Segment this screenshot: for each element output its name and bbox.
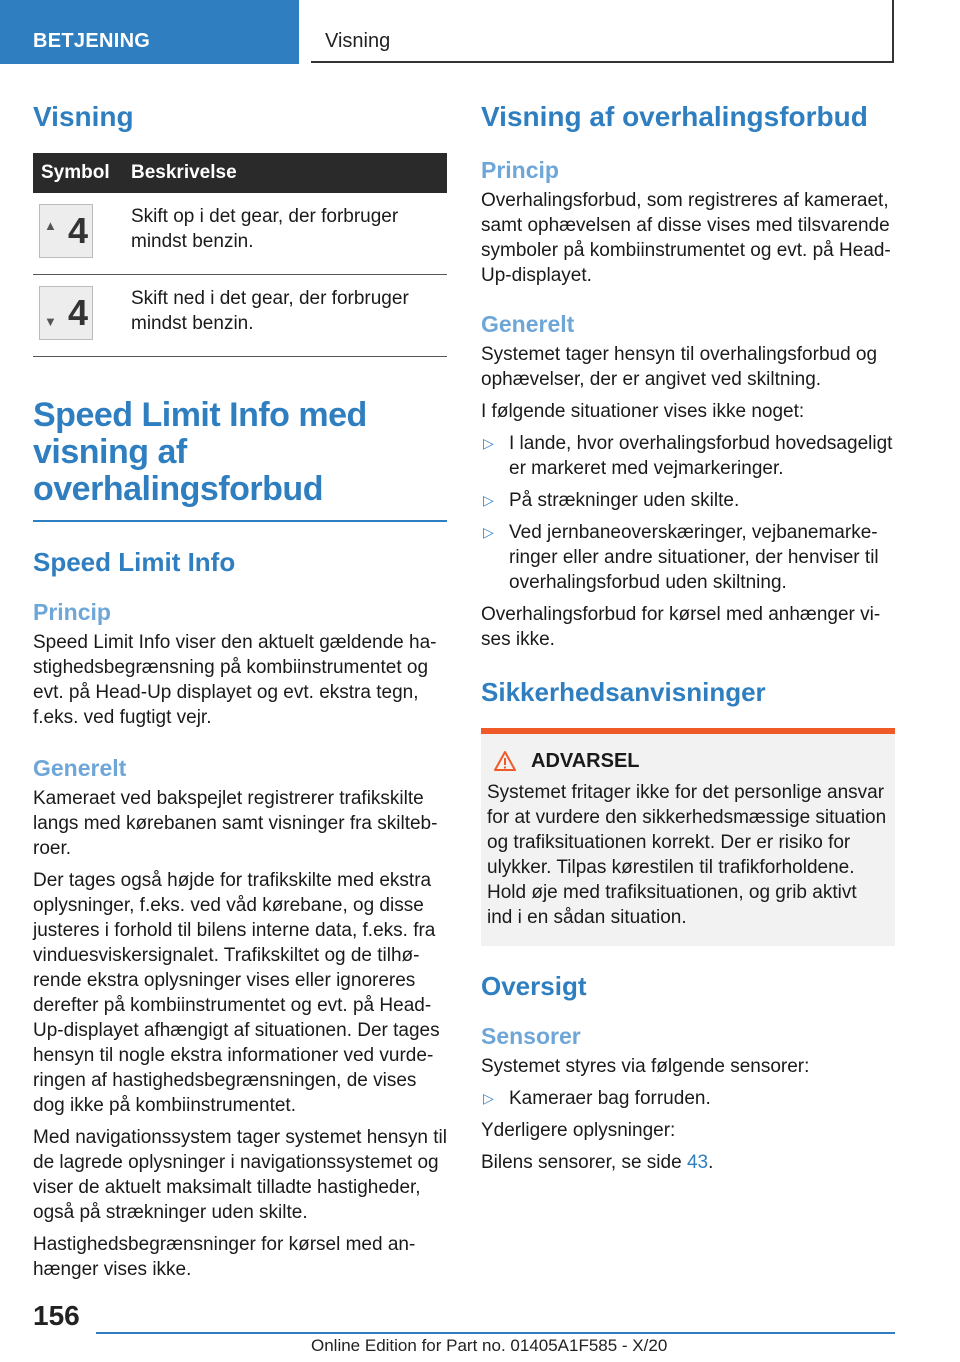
header-section-tab — [0, 0, 299, 64]
bullet-triangle-icon: ▷ — [483, 524, 494, 540]
gear-number: 4 — [67, 210, 88, 251]
situation-list — [481, 431, 895, 595]
chapter-rule — [33, 520, 447, 522]
warning-box — [481, 728, 895, 946]
header-topic-label: Visning — [325, 30, 391, 52]
header-section-label: BETJENING — [33, 30, 151, 52]
warning-text: Systemet fritager ikke for det personlige ansvar for at vurdere den sikkerhedsmæssige situation og trafiksituationen korrekt. Der er risiko for ulykker. Tilpas kørestilen til trafikforholdene. Hold øje med trafiksituationen, og grib aktivt ind i en sådan situation. — [487, 782, 887, 928]
left-column — [33, 100, 447, 1282]
table-header-row — [33, 153, 447, 193]
generelt-paragraph: Der tages også højde for trafikskilte med ekstra oplysninger, f.eks. ved våd kørebane, og disse justeres i forhold til bilens interne data, f.eks. fra vinduesviskersignalet. Trafikskiltet og de tilhørende ekstra oplysninger vises eller ignoreres derefter på kombiinstrumentet og evt. på Head-Up-displayet afhængigt af situationen. Der tages hensyn til nogle ekstra informationer ved vurderingen af hastighedsbegrænsningen, de vises dog ikke på kombiinstrumentet. — [33, 870, 440, 1116]
list-item: ▷ Ved jernbaneoverskæringer, vejbanemarkeringer eller andre situationer, der henviser til overhalingsforbud uden skiltning. — [483, 522, 879, 593]
generelt-paragraph: I følgende situationer vises ikke noget: — [481, 401, 805, 422]
reference-text: Bilens sensorer, se side 43. — [481, 1152, 714, 1173]
footer-edition: Online Edition for Part no. 01405A1F585 - X/20 — [311, 1336, 668, 1355]
table-row — [33, 275, 447, 357]
symbol-table — [33, 153, 447, 357]
col-header-description: Beskrivelse — [123, 153, 447, 193]
table-cell-description: Skift ned i det gear, der forbruger mindst benzin. — [123, 275, 447, 357]
list-item: ▷ Kameraer bag forruden. — [483, 1088, 711, 1109]
chapter-title: Speed Limit Info med visning af overhalingsforbud — [33, 396, 367, 508]
warning-label: ADVARSEL — [531, 750, 640, 772]
princip-text: Overhalingsforbud, som registreres af kameraet, samt ophævelsen af disse vises med tilsvarende symboler på kombiinstrumentet og evt. på Head-Up-displayet. — [481, 190, 891, 286]
generelt-paragraph: Kameraet ved bakspejlet registrerer trafikskilte langs med kørebanen samt visninger fra skiltebroer. — [33, 788, 438, 859]
visning-heading: Visning — [33, 101, 134, 132]
page-number: 156 — [33, 1300, 80, 1331]
bullet-triangle-icon: ▷ — [483, 435, 494, 451]
footer-rule — [96, 1332, 895, 1334]
sensor-list — [481, 1086, 895, 1111]
list-item: ▷ På strækninger uden skilte. — [483, 490, 740, 511]
warning-triangle-icon — [493, 750, 517, 772]
generelt-paragraph: Hastighedsbegrænsninger for kørsel med anhænger vises ikke. — [33, 1234, 416, 1280]
shift-up-arrow: ▲ — [44, 218, 57, 233]
table-cell-description: Skift op i det gear, der forbruger mindst benzin. — [123, 193, 447, 275]
more-info-text: Yderligere oplysninger: — [481, 1120, 676, 1141]
header-topic-box — [311, 0, 894, 63]
col-header-symbol: Symbol — [33, 153, 123, 193]
gear-number: 4 — [67, 292, 88, 333]
overhaling-heading: Visning af overhalingsforbud — [481, 101, 868, 132]
oversigt-heading: Oversigt — [481, 971, 587, 1001]
table-row — [33, 193, 447, 275]
generelt-heading: Generelt — [481, 311, 575, 337]
right-column — [481, 100, 895, 1175]
page-reference-link[interactable]: 43 — [686, 1152, 709, 1173]
shift-down-gear-icon — [39, 286, 93, 340]
sikkerhed-heading: Sikkerhedsanvisninger — [481, 677, 766, 707]
generelt-paragraph: Systemet tager hensyn til overhalingsforbud og ophævelser, der er angivet ved skiltning. — [481, 344, 878, 390]
princip-text: Speed Limit Info viser den aktuelt gældende hastighedsbegrænsning på kombiinstrumentet og evt. på Head-Up displayet og evt. ekstra tegn, f.eks. ved fugtigt vejr. — [33, 632, 437, 728]
shift-up-gear-icon — [39, 204, 93, 258]
bullet-triangle-icon: ▷ — [483, 492, 494, 508]
generelt-paragraph: Med navigationssystem tager systemet hensyn til de lagrede oplysninger i navigationssystemet og viser de aktuelt maksimalt tilladte hastigheder, også på strækninger uden skilte. — [33, 1127, 447, 1223]
generelt-heading: Generelt — [33, 755, 127, 781]
list-item: ▷ I lande, hvor overhalingsforbud hovedsageligt er markeret med vejmarkeringer. — [483, 433, 893, 479]
sli-heading: Speed Limit Info — [33, 547, 236, 577]
sensorer-heading: Sensorer — [481, 1023, 581, 1049]
bullet-triangle-icon: ▷ — [483, 1090, 494, 1106]
princip-heading: Princip — [33, 599, 111, 625]
generelt-paragraph: Overhalingsforbud for kørsel med anhænger vises ikke. — [481, 604, 881, 650]
shift-down-arrow: ▼ — [44, 314, 57, 329]
princip-heading: Princip — [481, 157, 559, 183]
sensorer-text: Systemet styres via følgende sensorer: — [481, 1056, 810, 1077]
